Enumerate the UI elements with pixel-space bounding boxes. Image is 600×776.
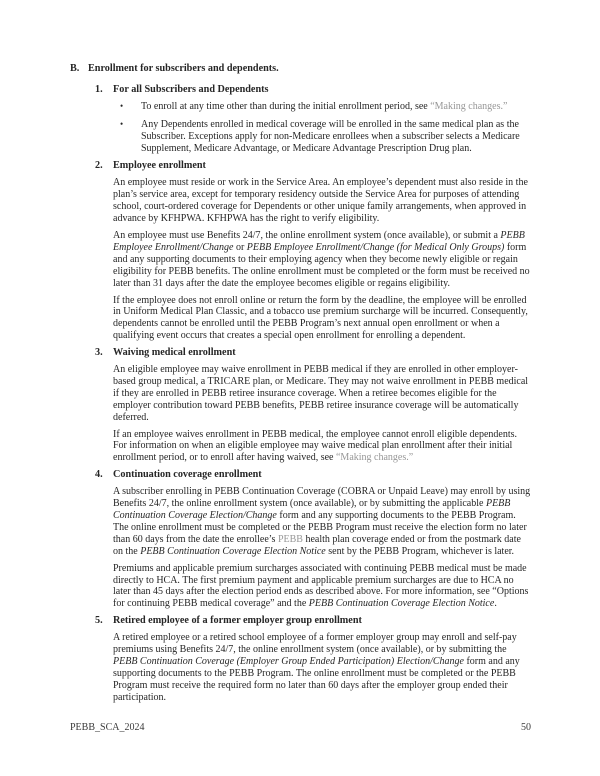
body-text-run: If the employee does not enroll online or return the form by the deadline, the employee will be enrolled in Uniform Medical Plan Classic, and a tobacco use premium surcharge will be incurred. Consequently, dependents cannot be enrolled until the PEBB Program’s next annual open enrollment or when a qualifying event occurs that creates a special open enrollment for enrolling a dependent. [113,294,528,342]
body-text-run: form and any supporting documents to the PEBB Program. The online enrollment must be completed or the PEBB Program must receive the election form no later than 60 days from the date the enrollee’s [113,510,527,545]
body-text-run: health plan coverage ended or from the postmark date on the [113,533,521,557]
section-title-text: Employee enrollment [113,160,206,172]
bullet-item [120,101,531,113]
section-title-text: Waiving medical enrollment [113,347,236,359]
section-4 [95,469,531,610]
section-number: 5. [95,615,103,627]
paragraph [113,295,531,343]
body-text-run: A retired employee or a retired school employee of a former employer group may enroll and self-pay premiums using Benefits 24/7, the online enrollment system (once available), or by submitting the [113,632,517,656]
bullet-text [141,119,531,155]
body-text-run: A subscriber enrolling in PEBB Continuation Coverage (COBRA or Unpaid Leave) may enroll by using Benefits 24/7, the online enrollment system (once available), or by submitting the applicable [113,486,531,510]
section-3 [95,347,531,464]
section-heading [95,160,531,172]
section-heading [95,84,531,96]
heading-b-label: B. [70,63,80,74]
body-text-run: sent by the PEBB Program, whichever is later. [325,545,515,557]
footer-doc-id: PEBB_SCA_2024 [70,722,145,733]
body-text-run: An eligible employee may waive enrollment in PEBB medical if they are enrolled in other employer-based group medical, a TRICARE plan, or Medicare. They may not waive enrollment in PEBB medical if they are enrolled in PEBB retiree insurance coverage. When a retiree becomes eligible for the employer contribution toward PEBB benefits, PEBB retiree insurance coverage will be automatically deferred. [113,364,529,423]
cross-reference-link[interactable]: “Making changes.” [335,452,414,464]
italic-form-name: PEBB Continuation Coverage Election Notice [140,545,326,557]
body-text-run: or [233,241,247,253]
bullet-item [120,119,531,155]
body-text-run: An employee must use Benefits 24/7, the online enrollment system (once available), or submit a [113,229,501,241]
body-text-run: form and any supporting documents to their employing agency when they become newly eligible or regain eligibility for PEBB benefits. The online enrollment must be completed or the form must be received no later than 31 days after the date the employee becomes eligible or regains eligibility. [113,241,530,289]
bullet-icon: • [120,100,124,111]
sections-container [95,84,531,704]
heading-b [70,63,531,75]
section-title-text: Retired employee of a former employer group enrollment [113,615,362,627]
italic-form-name: PEBB Continuation Coverage (Employer Group Ended Participation) Election/Change [113,655,464,667]
section-number: 3. [95,347,103,359]
section-heading [95,615,531,627]
italic-form-name: PEBB Continuation Coverage Election Notice [308,598,495,610]
section-title-text: For all Subscribers and Dependents [113,83,269,95]
bullet-text [141,101,507,113]
body-text-run: . [494,598,497,610]
italic-form-name: PEBB Employee Enrollment/Change (for Medical Only Groups) [246,241,505,253]
body-text-run: Premiums and applicable premium surcharges associated with continuing PEBB medical must be made directly to HCA. The first premium payment and applicable premium surcharges are due to HCA no later than 45 days after the election period ends as described above. For more information, see “Options for continuing PEBB medical coverage” and the [113,562,529,610]
section-5 [95,615,531,703]
heading-b-title: Enrollment for subscribers and dependents. [88,63,279,74]
body-text-run: Any Dependents enrolled in medical coverage will be enrolled in the same medical plan as the Subscriber. Exceptions apply for non-Medicare enrollees when a subscriber selects a Medicare Supplement, Medicare Advantage, or Medicare Advantage Prescription Drug plan. [141,118,520,154]
cross-reference-link[interactable]: “Making changes.” [430,100,508,112]
bullet-icon: • [120,118,124,129]
paragraph [113,230,531,290]
section-2 [95,160,531,342]
section-number: 4. [95,469,103,481]
body-text-run: An employee must reside or work in the Service Area. An employee’s dependent must also reside in the plan’s service area, except for temporary residency outside the Service Area for purposes of attending school, court-ordered coverage for Dependents or other unique family arrangements, when approved in advance by KFHPWA. KFHPWA has the right to verify eligibility. [113,177,528,225]
body-text-run: To enroll at any time other than during the initial enrollment period, see [141,100,431,112]
paragraph [113,632,531,703]
body-text-run: form and any supporting documents to the PEBB Program. The online enrollment must be completed or the PEBB Program must receive the required form no later than 60 days after the employer group ended their participation. [113,655,520,703]
paragraph [113,177,531,225]
cross-reference-link[interactable]: PEBB [277,533,303,545]
section-1 [95,84,531,155]
section-number: 2. [95,160,103,172]
italic-form-name: PEBB Continuation Coverage Election/Change [113,498,511,521]
italic-form-name: PEBB Employee Enrollment/Change [113,229,525,253]
section-title-text: Continuation coverage enrollment [113,469,262,481]
paragraph [113,429,531,465]
footer-page-number: 50 [521,722,531,733]
paragraph [113,563,531,611]
section-number: 1. [95,83,103,95]
paragraph [113,364,531,424]
body-text-run: If an employee waives enrollment in PEBB medical, the employee cannot enroll eligible dependents. For information on when an eligible employee may waive medical plan enrollment after their initial enrollment period, or to enroll after having waived, see [113,428,518,464]
section-heading [95,347,531,359]
section-heading [95,469,531,481]
paragraph [113,486,531,557]
page-footer [70,722,531,734]
